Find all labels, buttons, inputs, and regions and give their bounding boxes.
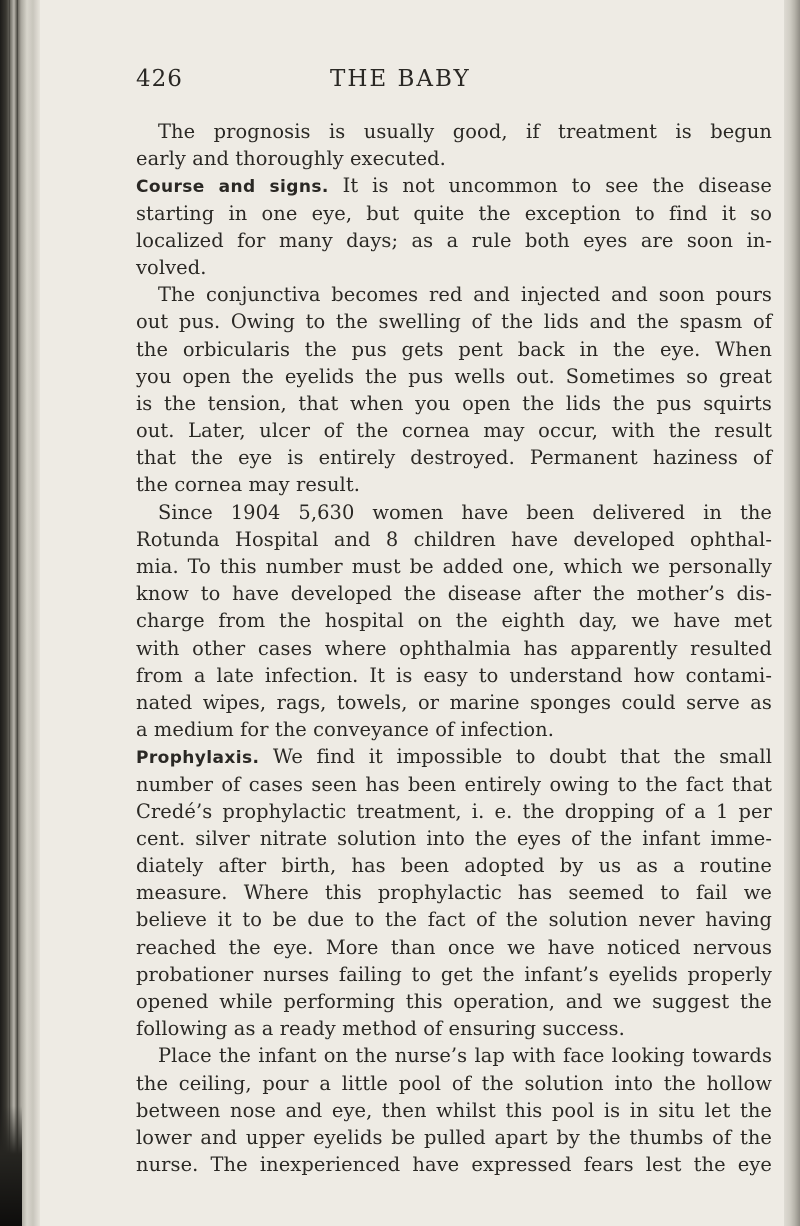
text-line [136, 336, 772, 363]
line-text: the cornea may result. [136, 473, 361, 497]
line-text: from a late infection. It is easy to understand how contami- [136, 663, 772, 687]
section-heading-line [136, 743, 772, 770]
line-text: out pus. Owing to the swelling of the lids and the spasm of [136, 310, 772, 334]
text-line [136, 553, 772, 580]
line-text: Rotunda Hospital and 8 children have developed ophthal- [136, 527, 772, 551]
line-text: out. Later, ulcer of the cornea may occur, with the result [136, 419, 772, 443]
text-line [136, 308, 772, 335]
text-line [136, 1097, 772, 1124]
section-heading: Prophylaxis. [136, 748, 260, 769]
line-text: The prognosis is usually good, if treatment is begun [158, 120, 772, 143]
line-text: measure. Where this prophylactic has seemed to fail we [136, 881, 772, 905]
line-text: nated wipes, rags, towels, or marine sponges could serve as [136, 690, 772, 714]
line-text: localized for many days; as a rule both eyes are soon in- [136, 228, 772, 252]
text-line [136, 961, 772, 988]
line-text: number of cases seen has been entirely owing to the fact that [136, 772, 772, 796]
text-line [136, 934, 772, 961]
book-spine [0, 0, 40, 1226]
text-line [136, 1042, 772, 1069]
text-line [136, 281, 772, 308]
page-number: 426 [136, 66, 183, 92]
line-text: with other cases where ophthalmia has apparently resulted [136, 636, 772, 660]
page-header [0, 66, 800, 106]
line-text: cent. silver nitrate solution into the eyes of the infant imme- [136, 826, 772, 850]
line-text: Place the infant on the nurse’s lap with face looking towards [158, 1044, 772, 1068]
running-title: THE BABY [330, 66, 471, 92]
text-line [136, 471, 772, 498]
text-line [136, 771, 772, 798]
text-line [136, 988, 772, 1015]
text-line [136, 906, 772, 933]
text-line [136, 662, 772, 689]
line-text: that the eye is entirely destroyed. Permanent haziness of [136, 446, 772, 470]
line-text: you open the eyelids the pus wells out. Sometimes so great [136, 364, 772, 388]
text-line [136, 580, 772, 607]
line-text: a medium for the conveyance of infection. [136, 718, 555, 742]
page-edge [784, 0, 800, 1226]
line-text: lower and upper eyelids be pulled apart by the thumbs of the [136, 1125, 772, 1149]
text-line [136, 1070, 772, 1097]
line-text: reached the eye. More than once we have noticed nervous [136, 935, 772, 959]
spine-line [9, 0, 10, 1226]
text-line [136, 227, 772, 254]
text-line [136, 254, 772, 281]
section-heading-line [136, 172, 772, 199]
text-line [136, 363, 772, 390]
section-heading: Course and signs. [136, 177, 329, 198]
text-line [136, 879, 772, 906]
text-line [136, 716, 772, 743]
line-text: nurse. The inexperienced have expressed fears lest the eye [136, 1153, 772, 1177]
line-text: know to have developed the disease after the mother’s dis- [136, 582, 772, 606]
line-text: It is not uncommon to see the disease [328, 174, 772, 198]
line-text: early and thoroughly executed. [136, 147, 446, 171]
text-line [136, 444, 772, 471]
line-text: the ceiling, pour a little pool of the solution into the hollow [136, 1071, 772, 1095]
line-text: the orbicularis the pus gets pent back in the eye. When [136, 337, 772, 361]
line-text: starting in one eye, but quite the exception to find it so [136, 201, 772, 225]
text-line [136, 1015, 772, 1042]
text-line [136, 118, 772, 145]
line-text: We find it impossible to doubt that the small [259, 745, 772, 769]
line-text: mia. To this number must be added one, which we personally [136, 555, 772, 578]
text-line [136, 417, 772, 444]
line-text: Since 1904 5,630 women have been delivered in the [158, 500, 772, 524]
text-line [136, 499, 772, 526]
line-text: between nose and eye, then whilst this pool is in situ let the [136, 1098, 772, 1122]
text-line [136, 635, 772, 662]
body-text [136, 118, 772, 1178]
text-line [136, 145, 772, 172]
line-text: following as a ready method of ensuring success. [136, 1017, 625, 1041]
line-text: believe it to be due to the fact of the solution never having [136, 908, 772, 932]
text-line [136, 798, 772, 825]
text-line [136, 825, 772, 852]
line-text: The conjunctiva becomes red and injected and soon pours [158, 283, 772, 307]
spine-line [17, 0, 18, 1226]
text-line [136, 526, 772, 553]
text-line [136, 390, 772, 417]
text-line [136, 689, 772, 716]
text-line [136, 200, 772, 227]
text-line [136, 852, 772, 879]
line-text: charge from the hospital on the eighth day, we have met [136, 609, 772, 633]
spine-shadow [0, 1106, 22, 1226]
line-text: opened while performing this operation, and we suggest the [136, 990, 772, 1013]
line-text: is the tension, that when you open the lids the pus squirts [136, 391, 772, 415]
line-text: Credé’s prophylactic treatment, i. e. the dropping of a 1 per [136, 799, 772, 823]
line-text: volved. [136, 255, 207, 279]
line-text: diately after birth, has been adopted by us as a routine [136, 854, 772, 878]
text-line [136, 1151, 772, 1178]
text-line [136, 607, 772, 634]
text-line [136, 1124, 772, 1151]
line-text: probationer nurses failing to get the infant’s eyelids properly [136, 962, 772, 986]
